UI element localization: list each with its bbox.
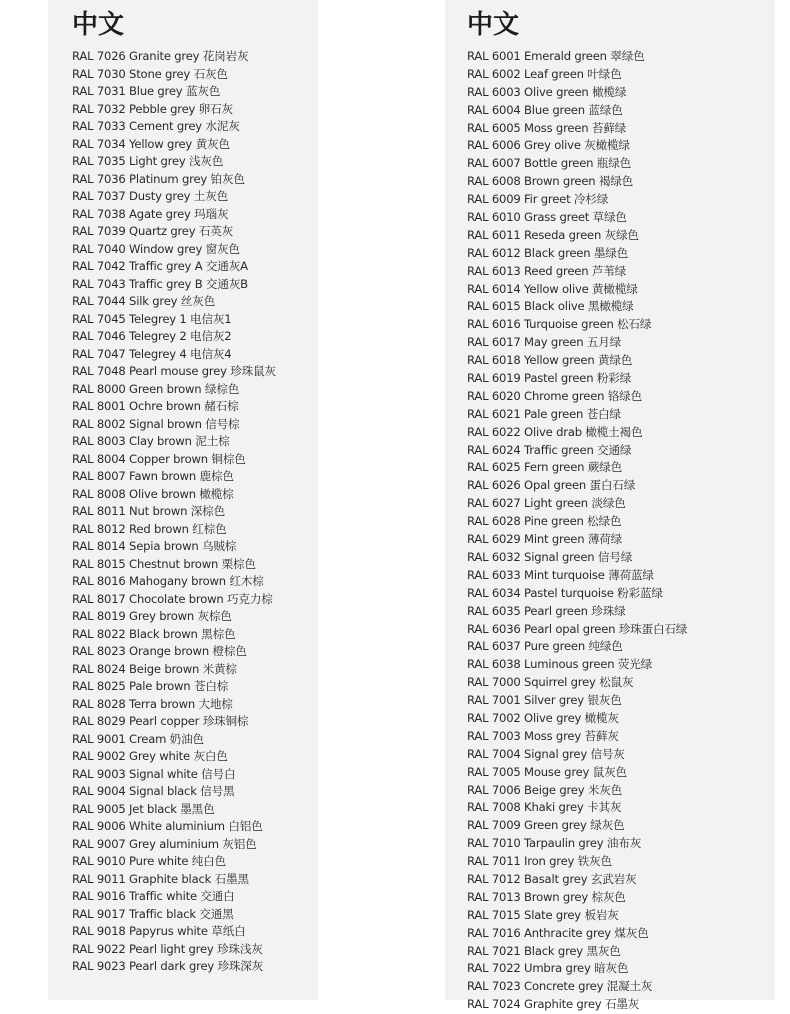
color-list-item: RAL 6026 Opal green 蛋白石绿 (467, 478, 636, 493)
color-list-item: RAL 7046 Telegrey 2 电信灰2 (72, 329, 232, 343)
color-list-item: RAL 8019 Grey brown 灰棕色 (72, 609, 232, 623)
color-list-item: RAL 9022 Pearl light grey 珍珠浅灰 (72, 941, 263, 956)
color-list-item: RAL 7030 Stone grey 石灰色 (72, 66, 228, 81)
color-list-item: RAL 6012 Black green 墨绿色 (467, 245, 629, 260)
color-list-item: RAL 8007 Fawn brown 鹿棕色 (72, 469, 234, 483)
color-list-item: RAL 9006 White aluminium 白铝色 (72, 819, 263, 833)
color-list-item: RAL 9003 Signal white 信号白 (72, 766, 236, 781)
color-list-item: RAL 7023 Concrete grey 混凝土灰 (467, 979, 653, 994)
color-list-item: RAL 8028 Terra brown 大地棕 (72, 696, 233, 711)
color-list-item: RAL 7004 Signal grey 信号灰 (467, 746, 625, 761)
color-list-item: RAL 7006 Beige grey 米灰色 (467, 782, 623, 797)
color-list-item: RAL 7031 Blue grey 蓝灰色 (72, 84, 221, 98)
color-list-item: RAL 8003 Clay brown 泥土棕 (72, 434, 230, 448)
color-list-item: RAL 6003 Olive green 橄榄绿 (467, 84, 627, 99)
color-list-item: RAL 7016 Anthracite grey 煤灰色 (467, 925, 649, 940)
color-list-item: RAL 9017 Traffic black 交通黑 (72, 906, 234, 921)
color-list-item: RAL 6004 Blue green 蓝绿色 (467, 102, 623, 117)
color-list-item: RAL 7043 Traffic grey B 交通灰B (72, 276, 248, 291)
color-list-item: RAL 7024 Graphite grey 石墨灰 (467, 997, 640, 1012)
color-list-item: RAL 8015 Chestnut brown 栗棕色 (72, 556, 256, 571)
color-list-item: RAL 9011 Graphite black 石墨黑 (72, 871, 249, 886)
left-color-list (72, 48, 318, 976)
color-list-item: RAL 6006 Grey olive 灰橄榄绿 (467, 138, 630, 153)
color-list-item: RAL 6014 Yellow olive 黄橄榄绿 (467, 281, 638, 296)
color-list-item: RAL 7035 Light grey 浅灰色 (72, 154, 224, 168)
color-list-item: RAL 6037 Pure green 纯绿色 (467, 639, 623, 654)
color-list-item: RAL 9002 Grey white 灰白色 (72, 749, 228, 763)
color-list-item: RAL 7047 Telegrey 4 电信灰4 (72, 346, 232, 361)
color-list-item: RAL 7003 Moss grey 苔藓灰 (467, 728, 619, 743)
color-list-item: RAL 7009 Green grey 绿灰色 (467, 818, 625, 833)
color-list-item: RAL 6013 Reed green 芦苇绿 (467, 263, 627, 278)
color-list-item: RAL 8025 Pale brown 苍白棕 (72, 679, 229, 693)
color-list-item: RAL 8004 Copper brown 铜棕色 (72, 451, 246, 466)
color-list-item: RAL 6018 Yellow green 黄绿色 (467, 353, 633, 368)
color-list-item: RAL 6016 Turquoise green 松石绿 (467, 317, 652, 332)
color-list-item: RAL 6038 Luminous green 荧光绿 (467, 657, 653, 672)
color-list-item: RAL 7022 Umbra grey 暗灰色 (467, 961, 629, 976)
color-list-item: RAL 9018 Papyrus white 草纸白 (72, 924, 246, 938)
color-list-item: RAL 6001 Emerald green 翠绿色 (467, 49, 645, 63)
color-list-item: RAL 6024 Traffic green 交通绿 (467, 442, 632, 457)
color-list-item: RAL 7021 Black grey 黑灰色 (467, 943, 621, 958)
color-list-item: RAL 7012 Basalt grey 玄武岩灰 (467, 871, 637, 886)
color-list-item: RAL 6028 Pine green 松绿色 (467, 514, 622, 529)
color-list-item: RAL 8022 Black brown 黑棕色 (72, 626, 236, 641)
color-list-item: RAL 8001 Ochre brown 赭石棕 (72, 399, 239, 413)
color-list-item: RAL 6036 Pearl opal green 珍珠蛋白石绿 (467, 621, 688, 636)
color-list-item: RAL 8024 Beige brown 米黄棕 (72, 661, 237, 676)
color-list-item: RAL 7005 Mouse grey 鼠灰色 (467, 764, 627, 779)
color-list-item: RAL 7001 Silver grey 银灰色 (467, 693, 622, 708)
color-list-item: RAL 8029 Pearl copper 珍珠铜棕 (72, 714, 249, 728)
color-list-item: RAL 7044 Silk grey 丝灰色 (72, 294, 215, 308)
color-list-item: RAL 7032 Pebble grey 卵石灰 (72, 101, 233, 116)
color-list-item: RAL 7038 Agate grey 玛瑙灰 (72, 206, 229, 221)
color-list-item: RAL 9007 Grey aluminium 灰铝色 (72, 836, 257, 851)
color-list-item: RAL 7037 Dusty grey 土灰色 (72, 189, 228, 203)
color-list-item: RAL 6021 Pale green 苍白绿 (467, 406, 621, 421)
color-list-item: RAL 6010 Grass greet 草绿色 (467, 210, 627, 225)
color-list-item: RAL 7039 Quartz grey 石英灰 (72, 224, 234, 238)
right-column-heading: 中文 (467, 10, 520, 40)
color-list-item: RAL 8014 Sepia brown 乌贼棕 (72, 539, 237, 553)
color-list-item: RAL 6034 Pastel turquoise 粉彩蓝绿 (467, 585, 663, 600)
color-list-item: RAL 6027 Light green 淡绿色 (467, 496, 626, 511)
color-list-item: RAL 6005 Moss green 苔藓绿 (467, 120, 627, 135)
color-list-item: RAL 6035 Pearl green 珍珠绿 (467, 603, 626, 618)
color-list-item: RAL 7033 Cement grey 水泥灰 (72, 119, 240, 133)
color-list-item: RAL 8016 Mahogany brown 红木棕 (72, 574, 264, 588)
color-list-item: RAL 8017 Chocolate brown 巧克力棕 (72, 591, 273, 606)
color-list-item: RAL 6019 Pastel green 粉彩绿 (467, 371, 632, 386)
left-column-heading: 中文 (72, 10, 125, 40)
color-list-item: RAL 6020 Chrome green 铬绿色 (467, 388, 642, 403)
color-list-item: RAL 6011 Reseda green 灰绿色 (467, 227, 639, 242)
color-list-item: RAL 8023 Orange brown 橙棕色 (72, 644, 247, 658)
color-list-item: RAL 7010 Tarpaulin grey 油布灰 (467, 836, 642, 851)
color-list-item: RAL 9005 Jet black 墨黑色 (72, 801, 215, 816)
color-list-item: RAL 6029 Mint green 薄荷绿 (467, 532, 623, 547)
color-list-item: RAL 6032 Signal green 信号绿 (467, 549, 633, 564)
color-list-item: RAL 6017 May green 五月绿 (467, 335, 622, 350)
color-list-item: RAL 7040 Window grey 窗灰色 (72, 241, 240, 256)
color-list-item: RAL 7048 Pearl mouse grey 珍珠鼠灰 (72, 364, 276, 378)
color-list-item: RAL 9016 Traffic white 交通白 (72, 889, 235, 903)
color-list-item: RAL 6033 Mint turquoise 薄荷蓝绿 (467, 567, 654, 582)
color-list-item: RAL 6009 Fir greet 冷杉绿 (467, 192, 609, 207)
color-list-item: RAL 8011 Nut brown 深棕色 (72, 504, 225, 518)
color-list-item: RAL 6007 Bottle green 瓶绿色 (467, 156, 631, 171)
color-list-item: RAL 7034 Yellow grey 黄灰色 (72, 136, 230, 151)
color-list-item: RAL 6022 Olive drab 橄榄土褐色 (467, 424, 643, 439)
color-list-item: RAL 9004 Signal black 信号黑 (72, 784, 235, 798)
color-list-item: RAL 7042 Traffic grey A 交通灰A (72, 259, 248, 273)
color-list-item: RAL 7002 Olive grey 橄榄灰 (467, 710, 619, 725)
right-color-list-card (445, 0, 775, 1012)
color-list-item: RAL 7000 Squirrel grey 松鼠灰 (467, 675, 634, 690)
color-list-item: RAL 9001 Cream 奶油色 (72, 731, 204, 746)
color-list-item: RAL 9023 Pearl dark grey 珍珠深灰 (72, 959, 264, 973)
color-list-item: RAL 7036 Platinum grey 铂灰色 (72, 171, 245, 186)
color-list-item: RAL 7011 Iron grey 铁灰色 (467, 854, 612, 869)
color-list-item: RAL 7013 Brown grey 棕灰色 (467, 889, 626, 904)
color-list-item: RAL 6008 Brown green 褐绿色 (467, 174, 634, 189)
color-list-item: RAL 8002 Signal brown 信号棕 (72, 416, 240, 431)
left-color-list-card (48, 0, 318, 1000)
color-list-item: RAL 6002 Leaf green 叶绿色 (467, 66, 622, 81)
color-list-item: RAL 6025 Fern green 蕨绿色 (467, 460, 622, 475)
color-list-item: RAL 7015 Slate grey 板岩灰 (467, 907, 619, 922)
color-list-item: RAL 8008 Olive brown 橄榄棕 (72, 486, 234, 501)
color-list-item: RAL 7026 Granite grey 花岗岩灰 (72, 49, 249, 63)
color-list-item: RAL 9010 Pure white 纯白色 (72, 854, 226, 868)
color-list-item: RAL 8012 Red brown 红棕色 (72, 521, 227, 536)
color-list-item: RAL 6015 Black olive 黑橄榄绿 (467, 299, 634, 314)
color-list-item: RAL 8000 Green brown 绿棕色 (72, 381, 240, 396)
color-list-item: RAL 7045 Telegrey 1 电信灰1 (72, 311, 232, 326)
color-list-item: RAL 7008 Khaki grey 卡其灰 (467, 800, 622, 815)
right-color-list (467, 48, 775, 1014)
